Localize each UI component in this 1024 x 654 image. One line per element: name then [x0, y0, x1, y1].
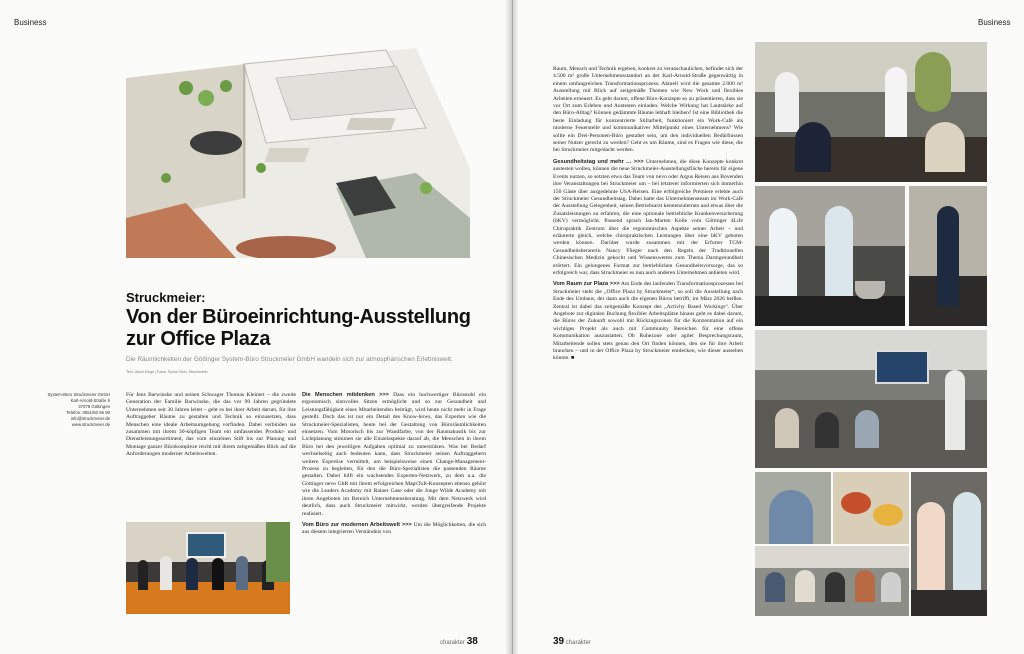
subhead-gesundheitstag: Gesundheitstag und mehr … >>>	[553, 158, 644, 165]
photo-credit: Text: Ulrich Kluge | Fotos: Sylvia Stein, Struckmeier	[126, 370, 208, 374]
folio-right	[553, 636, 591, 647]
company-street: Karl-Arnold-Straße 6	[70, 398, 110, 403]
company-contact	[40, 392, 110, 428]
right-page	[513, 0, 1024, 654]
section-label-right: Business	[978, 18, 1011, 27]
spread-gutter	[505, 0, 519, 654]
intro-paragraph: Für Jens Barwinske und seinen Schwager Thomas Kleinert – die zweite Generation der Familie Barwinske, die das vor 90 Jahren gegründete Unternehmen seit 30 Jahren leitet – geht es bei ihrer Arbeit darum, für ihre Auftraggeber Räume zu gestalten und Technik so einzusetzen, dass Menschen eine ideale Arbeitsumgebung vorfinden. Dabei verbinden sie zusammen mit ihrem 30-köpfigen Team ein umfassendes Produkt- und Dienstleistungssortiment, das vom einzelnen Stift bis zur Planung und Montage ganzer Bürokomplexe reicht mit ihrem zeitgemäßen Blick auf die Anforderungen moderner Arbeitswelten.	[126, 392, 296, 458]
company-city: 37079 Göttingen	[78, 404, 110, 409]
paragraph-gesundheitstag: Unternehmen, die diese Konzepte konkret austesten wollen, können die neue Struckmeier-Ausstellungsfläche bereits für eigene Events nutzen, so setzten etwa das Team von nevo oder Argus Reisen aus Bovenden ihre Veranstaltungen bei Struckmeier um – bei letzterer informierten sich immerhin 150 Gäste über ausgedehnte USA-Reisen. Eine erfolgreiche Premiere erlebte auch der Struckmeier Gesundheitstag. Dabei hatte das Unternehmensteam im Work-Café der Ausstellung Gelegenheit, seinen Betriebsarzt kennenzulernen und etwas über die Zusatzleistungen zu erfahren, die eine optionale betriebliche Krankenversicherung (bKV) vermöglicht. Passend sprach Jan-Marten Kolle vom Göttinger 4Life Chiropraktik Zentrum über die ergonomischen Aspekte seiner Arbeit – und erläuterte gleich, welche chiropraktischen Leistungen über eine bKV geboten werden können. Darüber wurde zusammen mit der Erfurter TCM-Gesundheitsberaterin Nancy Flieger nach den Regeln der Traditionellen Chinesischen Medizin gekocht und Wissenswertes zum Thema Darmgesundheit erörtert. Ein gelungenes Format zur betrieblichen Gesundheitsvorsorge, das so erfolgreich war, dass Struckmeier es nun auch anderen Unternehmen anbieten wird.	[553, 158, 743, 276]
photo-cooking	[755, 186, 905, 326]
section-label-left: Business	[14, 18, 47, 27]
page-number-left: 38	[466, 636, 478, 647]
team-photo	[126, 522, 290, 614]
subhead-plaza: Vom Raum zur Plaza >>>	[553, 281, 620, 288]
paragraph-arbeitswelt: Um die Möglichkeiten, die sich aus diesem integrierten Verständnis von	[302, 521, 487, 536]
article-title: Von der Büroeinrichtung-Ausstellung zur Office Plaza	[126, 306, 471, 350]
left-column-1	[126, 392, 296, 463]
folio-left	[440, 636, 478, 647]
paragraph-menschen: Dass ein hochwertiger Bürostuhl ein ergonomisch sinnvolles Sitzen ermöglicht und so zur Gesundheit und Leistungsfähigkeit eines Mitarbeitenden beiträgt, wird heute nicht mehr in Frage gestellt. Doch das ist nur ein Detail des Know-hows, das Experten wie die Struckmeier-Spezialisten, heute bei der Gestaltung von Büroräumlichkeiten einsetzen. Vom Motorisch bis zur Wandfarbe, von der Raumakustik bis zur Lichtplanung stimmen sie alle Einzelaspekte darauf ab, die Menschen in ihrem Büro bei den jeweiligen Aufgaben optimal zu unterstützen. Was bei Bedarf wechselseitig auch bedeuten kann, dass Struckmeier seinen Auftraggebern weitere Expertise vermittelt, um beispielsweise einen Change-Management-Prozess zu begleiten, für den die Büro-Spezialisten die passenden Räume gestalten. Dabei hilft ein wachsendes Experten-Netzwerk, zu dem u.a. die Göttinger nevo GbR mit ihrem erfolgreichen MapsToIt-Konzepten ebenso gehört wie die Leaders Academy mit Rainer Gase oder die Junge Wilde Academy mit ihren Angeboten im Bereich Unternehmensberatung. Mit dem Netzwerk wird deutlich, dass auch Struckmeier mitwirkt, werden übergreifende Projekte realisiert.	[302, 392, 486, 517]
photo-audience	[755, 546, 909, 616]
article-kicker: Struckmeier:	[126, 290, 206, 305]
photo-food	[833, 472, 909, 544]
photo-presentation	[755, 330, 987, 468]
magazine-name-left: charakter	[440, 640, 466, 646]
subhead-menschen: Die Menschen mitdenken >>>	[302, 392, 389, 398]
article-lead: Die Räumlichkeiten der Göttinger System-Büro Struckmeier GmbH wandeln sich zur atmosphärischen Erlebniswelt.	[126, 356, 453, 363]
subhead-arbeitswelt: Vom Büro zur modernen Arbeitswelt >>>	[302, 521, 412, 528]
floorplan-illustration	[126, 48, 470, 258]
photo-guest-man	[755, 472, 831, 544]
company-web: www.struckmeier.de	[71, 422, 110, 427]
company-name: System-Büro Struckmeier GmbH	[47, 392, 110, 397]
photo-speaker-kitchen	[909, 186, 987, 326]
paragraph-plaza: Am Ende des laufenden Transformationsprozesses bei Struckmeier steht die „Office Plaza by Struckmeier“, so soll die Ausstellung nach Ende des Umbaus, der dann auch die eigenen Büros betrifft, im März 2026 heißen. Zentral ist dabei das zeitgemäße Konzept des „Activity Based Workings“. Über Angebote zur digitalen Buchung flexibler Arbeitsplätze hinaus geht es dabei darum, die Büros der Zukunft sowohl mit Rückzugszonen für die Konzentration auf ein wichtiges Projekt als auch mit Community Bereichen für eine offene Kommunikation auszustatten. Ob Ruhezone oder agiler Besprechungsraum, Mitarbeitende sollen stets genau den Ort finden können, den sie für ihre Arbeit brauchen – und in der Office Plaza by Struckmeier entdecken, wie dieser aussehen könnte. ■	[553, 281, 744, 362]
right-column	[553, 66, 743, 367]
photo-women-cooking	[911, 472, 987, 616]
paragraph-raum: Raum, Mensch und Technik ergeben, konkret zu veranschaulichen, befindet sich der 4.500 m² große Unternehmensstandort an der Karl-Arnold-Straße gegenwärtig in einem umfangreichen Transformationsprozess. Aktuell wird die gesamte 2.000 m² Ausstellung mit Blick auf zeitgemäße Themen wie New Work und flexibles Arbeiten erneuert. Es geht darum, offene Büro-Konzepte so zu präsentieren, dass sie vor Ort zum Erleben und Austesten einladen. Welche Wirkung hat Lautstärke auf den Büro-Alltag? Können gedämmte Räume lebhaft bleiben? Ist eine Bibliothek die beste Einladung für konzentrierte Stillarbeit, funktioniert ein Work-Café als moderne Feuerstelle und kommunikativer Mittelpunkt eines Unternehmens? Wie sollte ein Drei-Personen-Büro gestaltet sein, um den individuellen Bedürfnissen seiner Nutzer gerecht zu werden? Geht es um Räume, sind es Fragen wie diese, die bei Struckmeier mitgedacht werden.	[553, 66, 743, 154]
floorplan-render	[126, 48, 470, 258]
left-column-2	[302, 392, 486, 541]
photo-kitchen-event	[755, 42, 987, 182]
page-number-right: 39	[553, 636, 565, 647]
company-email: info@struckmeier.de	[70, 416, 110, 421]
company-phone: Telefon: 0551/50 66 90	[66, 410, 110, 415]
magazine-name-right: charakter	[565, 640, 591, 646]
